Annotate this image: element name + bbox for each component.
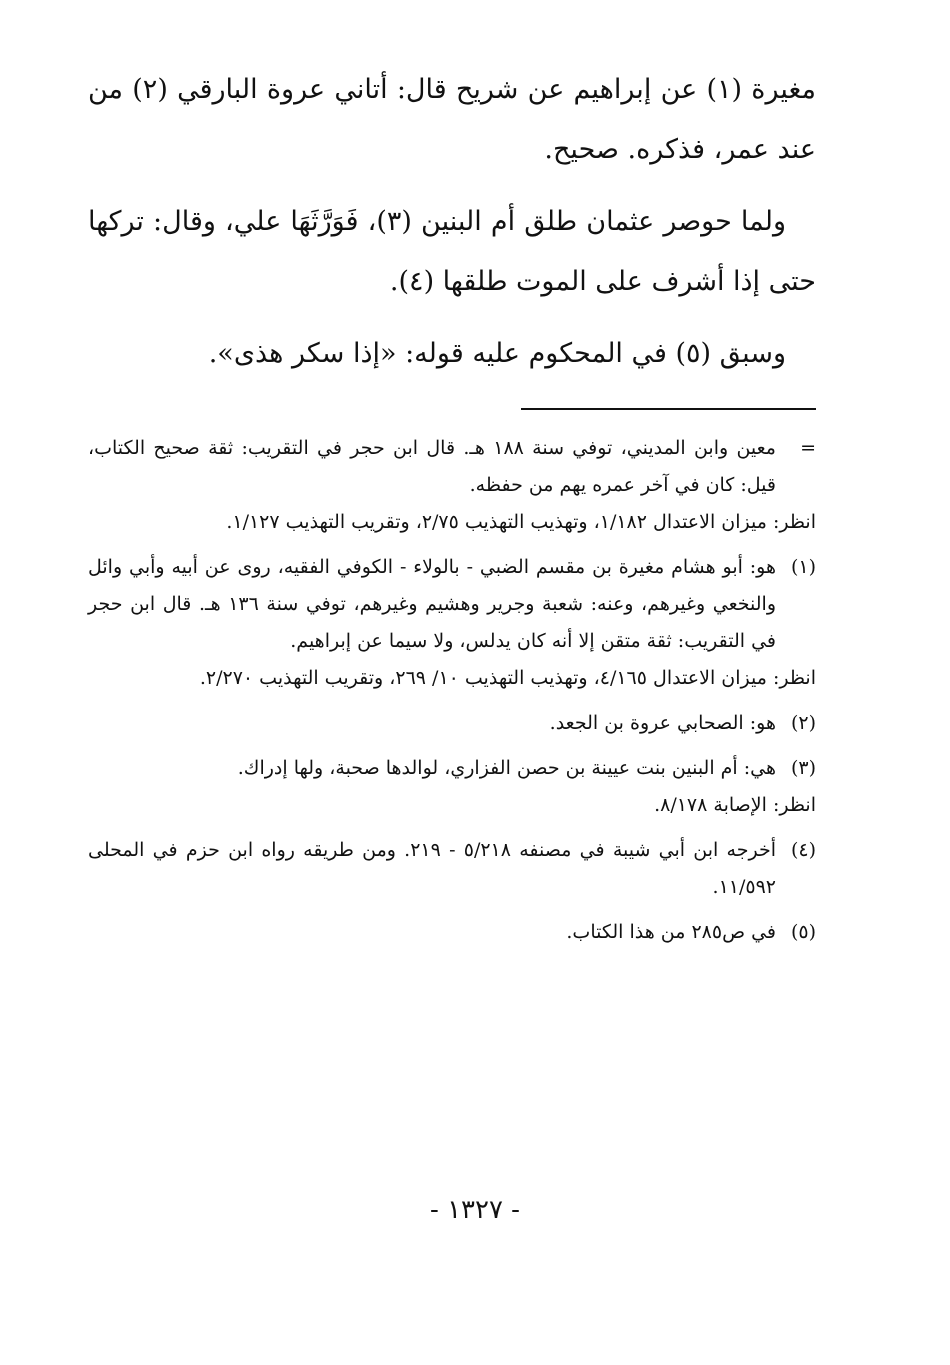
footnote-text: أخرجه ابن أبي شيبة في مصنفه ٥/٢١٨ - ٢١٩. ومن طريقه رواه ابن حزم في المحلى ١١/٥٩٢. — [88, 839, 776, 898]
footnotes — [88, 430, 816, 959]
footnote-marker: (٢) — [790, 712, 816, 734]
footnote-marker: (٥) — [790, 921, 816, 943]
document-page — [88, 60, 816, 1320]
footnote-text: هي: أم البنين بنت عيينة بن حصن الفزاري، لوالدها صحبة، ولها إدراك. — [237, 757, 776, 779]
paragraph-3: وسبق (٥) في المحكوم عليه قوله: «إذا سكر هذى». — [208, 338, 786, 369]
paragraph-2: ولما حوصر عثمان طلق أم البنين (٣)، فَوَرَّثَهَا علي، وقال: تركها حتى إذا أشرف على الموت طلقها (٤). — [88, 206, 816, 297]
footnote-3 — [88, 750, 816, 824]
footnote-divider — [521, 408, 816, 410]
footnote-reference: انظر: الإصابة ٨/١٧٨. — [654, 794, 816, 816]
footnote-marker: = — [800, 437, 816, 459]
footnote-continued — [88, 430, 816, 541]
footnote-reference: انظر: ميزان الاعتدال ١/١٨٢، وتهذيب التهذيب ٢/٧٥، وتقريب التهذيب ١/١٢٧. — [226, 511, 816, 533]
paragraph-1: مغيرة (١) عن إبراهيم عن شريح قال: أتاني عروة البارقي (٢) من عند عمر، فذكره. صحيح. — [88, 74, 816, 165]
footnote-marker: (٤) — [790, 839, 816, 861]
footnote-reference: انظر: ميزان الاعتدال ٤/١٦٥، وتهذيب التهذيب ١٠/ ٢٦٩، وتقريب التهذيب ٢/٢٧٠. — [199, 667, 816, 689]
footnote-text: هو: أبو هشام مغيرة بن مقسم الضبي - بالولاء - الكوفي الفقيه، روى عن أبيه وأبي وائل والنخعي وغيرهم، وعنه: شعبة وجرير وهشيم وغيرهم، توفي سنة ١٣٦ هـ. قال ابن حجر في التقريب: ثقة متقن إلا أنه كان يدلس، ولا سيما عن إبراهيم. — [88, 556, 777, 652]
footnote-text: هو: الصحابي عروة بن الجعد. — [549, 712, 776, 734]
footnote-1 — [88, 549, 816, 697]
main-text — [88, 60, 816, 384]
footnote-text: في ص٢٨٥ من هذا الكتاب. — [566, 921, 776, 943]
footnote-2 — [88, 705, 816, 742]
footnote-4 — [88, 832, 816, 906]
footnote-5 — [88, 914, 816, 951]
footnote-marker: (١) — [790, 556, 816, 578]
page-number: - ١٣٢٧ - — [430, 1195, 520, 1225]
footnote-text: معين وابن المديني، توفي سنة ١٨٨ هـ. قال ابن حجر في التقريب: ثقة صحيح الكتاب، قيل: كان في آخر عمره يهم من حفظه. — [88, 437, 776, 496]
footnote-marker: (٣) — [790, 757, 816, 779]
